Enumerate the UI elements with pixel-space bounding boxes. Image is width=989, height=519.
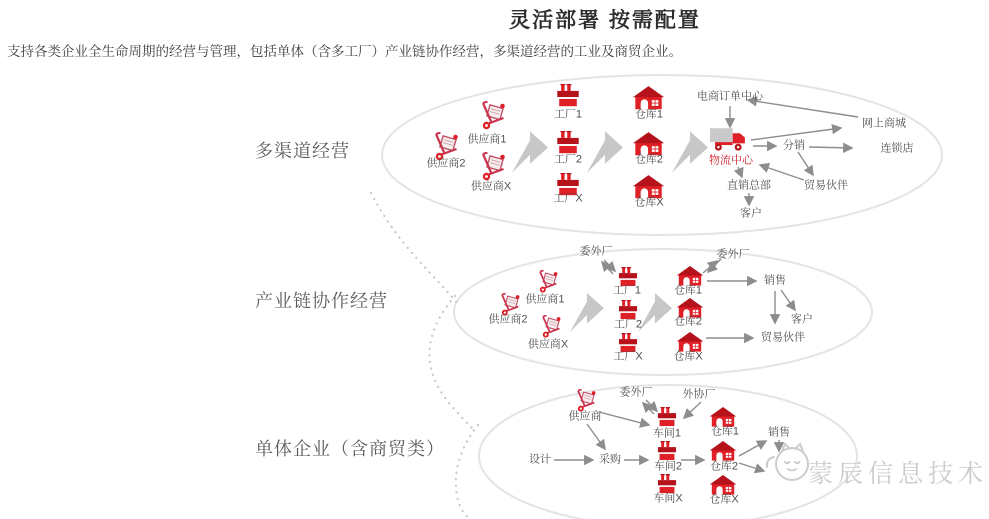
node-label-warehouseX: 仓库X [709,493,739,506]
page-title: 灵活部署 按需配置 [509,9,701,32]
page-subtitle: 支持各类企业全生命周期的经营与管理，包括单体（含多工厂）产业链协作经营，多渠道经营的工业及商贸企业。 [7,44,682,59]
node-label-logistics-center: 物流中心 [709,154,753,167]
node-label-outsourced-factory: 委外厂 [619,386,653,399]
node-label-customer: 客户 [791,313,813,326]
node-label-factory1: 工厂1 [553,108,583,121]
node-label-supplierX: 供应商X [527,338,569,351]
section-label-single-enterprise: 单体企业（含商贸类） [255,439,445,459]
node-label-supplier: 供应商 [568,410,602,423]
node-label-customer: 客户 [740,207,762,220]
node-label-outsourced-factory: 委外厂 [716,248,750,261]
node-label-supplier2: 供应商2 [488,313,528,326]
node-label-sales: 销售 [764,274,786,287]
section-label-industry-chain: 产业链协作经营 [255,291,388,311]
node-label-warehouse2: 仓库2 [709,460,739,473]
node-label-workshop1: 车间1 [652,427,682,440]
node-label-factory1: 工厂1 [612,284,642,297]
section-label-multi-channel: 多渠道经营 [255,141,350,161]
node-label-distribution: 分销 [783,139,805,152]
node-label-external-factory: 外协厂 [682,388,716,401]
node-label-workshop2: 车间2 [653,460,683,473]
node-label-factoryX: 工厂X [553,192,583,205]
node-label-supplierX: 供应商X [470,180,512,193]
section-ellipses [382,75,942,519]
node-label-warehouse1: 仓库1 [673,284,703,297]
node-label-design: 设计 [529,453,551,466]
node-label-sales: 销售 [768,426,790,439]
node-label-warehouse2: 仓库2 [673,315,703,328]
dotted-chain-connectors [371,193,478,519]
node-label-online-mall: 网上商城 [862,117,906,130]
node-label-supplier2: 供应商2 [426,157,466,170]
node-label-supplier1: 供应商1 [525,293,565,306]
node-label-procurement: 采购 [599,453,621,466]
node-label-ecommerce-order-center: 电商订单中心 [697,90,763,103]
node-label-chain-store: 连锁店 [880,142,914,155]
node-label-factoryX: 工厂X [613,350,643,363]
node-label-direct-sales-hq: 直销总部 [727,179,771,192]
node-label-factory2: 工厂2 [553,153,583,166]
node-label-trade-partner: 贸易伙伴 [761,331,805,344]
node-label-outsourced-factory: 委外厂 [579,245,613,258]
node-label-workshopX: 车间X [653,492,683,505]
watermark-text: 蒙辰信息技术 [807,460,989,488]
node-label-factory2: 工厂2 [613,318,643,331]
node-label-warehouse2: 仓库2 [634,153,664,166]
node-label-trade-partner: 贸易伙伴 [804,179,848,192]
node-label-warehouse1: 仓库1 [634,108,664,121]
node-label-supplier1: 供应商1 [467,133,507,146]
node-label-warehouseX: 仓库X [673,350,703,363]
node-label-warehouseX: 仓库X [634,196,664,209]
node-label-warehouse1: 仓库1 [710,425,740,438]
